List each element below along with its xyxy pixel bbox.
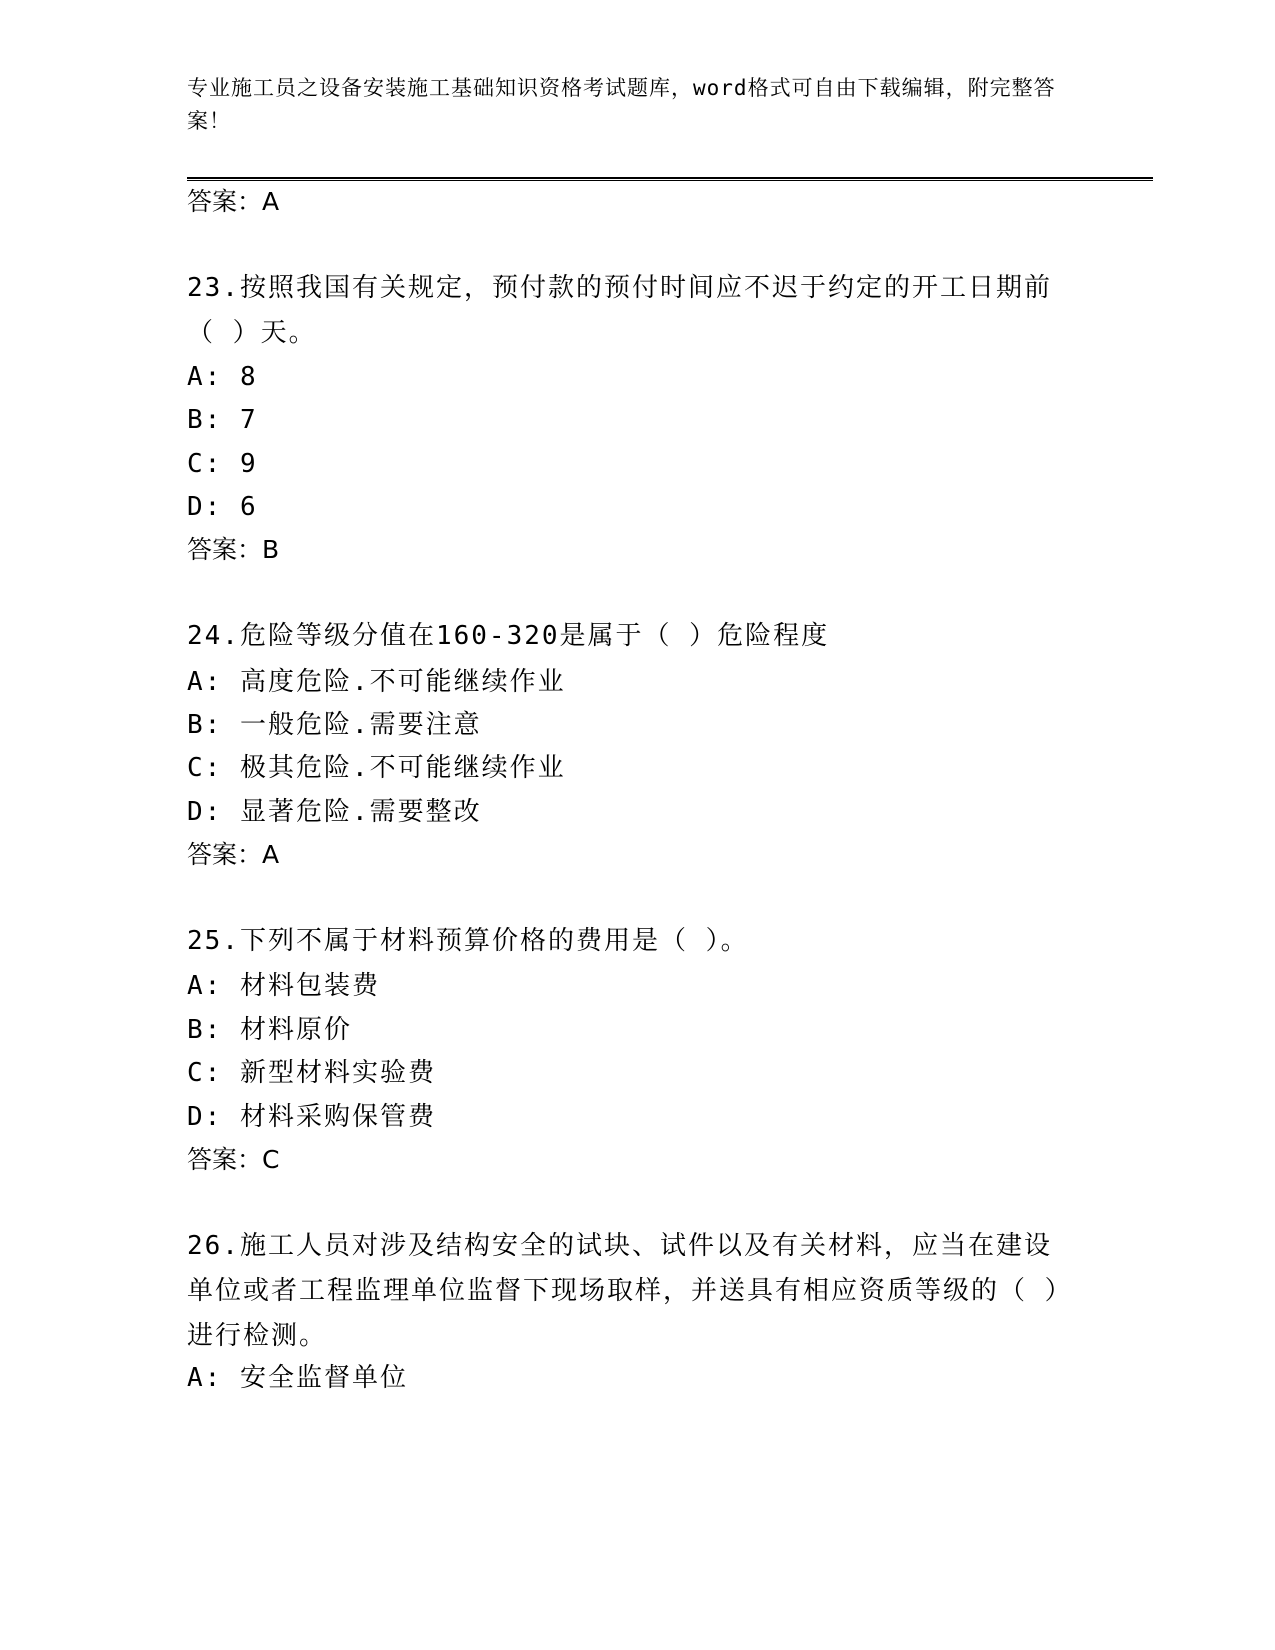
question-24-option-b: B: 一般危险.需要注意 bbox=[187, 710, 482, 740]
question-24-option-a: A: 高度危险.不可能继续作业 bbox=[187, 667, 566, 697]
question-25-option-a: A: 材料包装费 bbox=[187, 971, 380, 1001]
question-26-stem: 26.施工人员对涉及结构安全的试块、试件以及有关材料，应当在建设单位或者工程监理单位监督下现场取样，并送具有相应资质等级的（ ）进行检测。 bbox=[187, 1231, 1060, 1351]
header-divider bbox=[187, 177, 1153, 181]
question-23-option-a: A: 8 bbox=[187, 362, 258, 392]
question-24-stem: 24.危险等级分值在160-320是属于（ ）危险程度 bbox=[187, 621, 830, 651]
question-23-option-c: C: 9 bbox=[187, 449, 258, 479]
question-24-option-d: D: 显著危险.需要整改 bbox=[187, 797, 482, 827]
question-25-option-d: D: 材料采购保管费 bbox=[187, 1102, 436, 1132]
answer-line: 答案：A bbox=[187, 187, 280, 216]
question-25-option-b: B: 材料原价 bbox=[187, 1015, 352, 1045]
question-23-answer: 答案：B bbox=[187, 535, 280, 564]
question-23-option-d: D: 6 bbox=[187, 492, 258, 522]
question-24-answer: 答案：A bbox=[187, 840, 280, 869]
question-25-stem: 25.下列不属于材料预算价格的费用是（ ）。 bbox=[187, 926, 749, 956]
question-25-answer: 答案：C bbox=[187, 1145, 280, 1174]
question-24-option-c: C: 极其危险.不可能继续作业 bbox=[187, 753, 566, 783]
question-26-option-a: A: 安全监督单位 bbox=[187, 1363, 408, 1393]
question-25-option-c: C: 新型材料实验费 bbox=[187, 1058, 436, 1088]
document-header: 专业施工员之设备安装施工基础知识资格考试题库，word格式可自由下载编辑，附完整答案！ bbox=[187, 76, 1056, 133]
question-23-stem: 23.按照我国有关规定，预付款的预付时间应不迟于约定的开工日期前（ ）天。 bbox=[187, 273, 1052, 348]
question-23-option-b: B: 7 bbox=[187, 405, 258, 435]
